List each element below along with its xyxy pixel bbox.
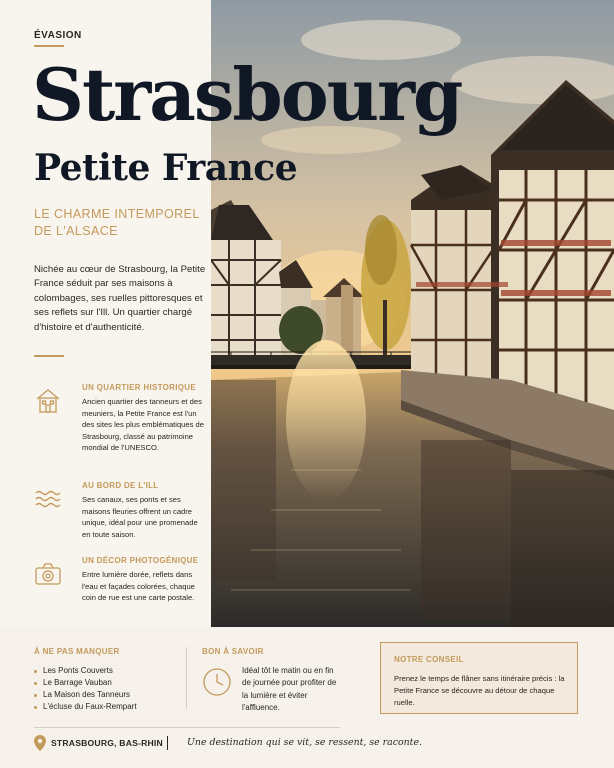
must-see-list [34,665,137,713]
kicker-rule [34,45,64,47]
list-item: Les Ponts Couverts [34,665,137,677]
section-kicker: ÉVASION [34,30,82,41]
bottom-section [0,627,614,768]
feature-text: Entre lumière dorée, reflets dans l'eau et façades colorées, chaque coin de rue est une carte postale. [82,570,195,603]
advice-box [380,642,578,714]
tagline: LE CHARME INTEMPOREL DE L'ALSACE [34,207,200,238]
intro-paragraph: Nichée au cœur de Strasbourg, la Petite France séduit par ses maisons à colombages, ses ruelles pittoresques et ses reflets sur l'Ill. Un quartier chargé d'histoire et d'authenticité. [34,264,206,333]
list-item: Le Barrage Vauban [34,677,137,689]
location-pin-icon [34,735,46,751]
list-item: L'écluse du Faux-Rempart [34,701,137,713]
house-icon [34,387,62,415]
feature-title: AU BORD DE L'ILL [82,481,159,490]
intro-rule [34,355,64,357]
good-to-know-text: Idéal tôt le matin ou en fin de journée pour profiter de la lumière et éviter l'affluence. [242,666,337,713]
feature-title: UN DÉCOR PHOTOGÉNIQUE [82,556,199,565]
slogan: Une destination qui se vit, se ressent, se raconte. [187,737,422,748]
footer-divider [167,736,168,750]
list-item: La Maison des Tanneurs [34,689,137,701]
advice-text: Prenez le temps de flâner sans itinéraire précis : la Petite France se découvre au détour de chaque ruelle. [394,674,565,707]
feature-text: Ancien quartier des tanneurs et des meuniers, la Petite France est l'un des sites les plus emblématiques de Strasbourg, classé au patrimoine mondial de l'UNESCO. [82,397,204,453]
clock-icon [202,667,232,697]
advice-title: NOTRE CONSEIL [394,655,464,664]
waves-icon [34,485,62,513]
page-subtitle: Petite France [34,147,298,189]
location-label: STRASBOURG, BAS-RHIN [51,738,163,748]
good-to-know-title: BON À SAVOIR [202,647,264,656]
must-see-title: À NE PAS MANQUER [34,647,120,656]
footer-rule [34,727,340,728]
feature-title: UN QUARTIER HISTORIQUE [82,383,197,392]
page-title: Strasbourg [32,52,462,137]
camera-icon [34,560,62,588]
column-divider [186,647,187,709]
feature-text: Ses canaux, ses ponts et ses maisons fleuries offrent un cadre unique, idéal pour une promenade en toute saison. [82,495,198,539]
